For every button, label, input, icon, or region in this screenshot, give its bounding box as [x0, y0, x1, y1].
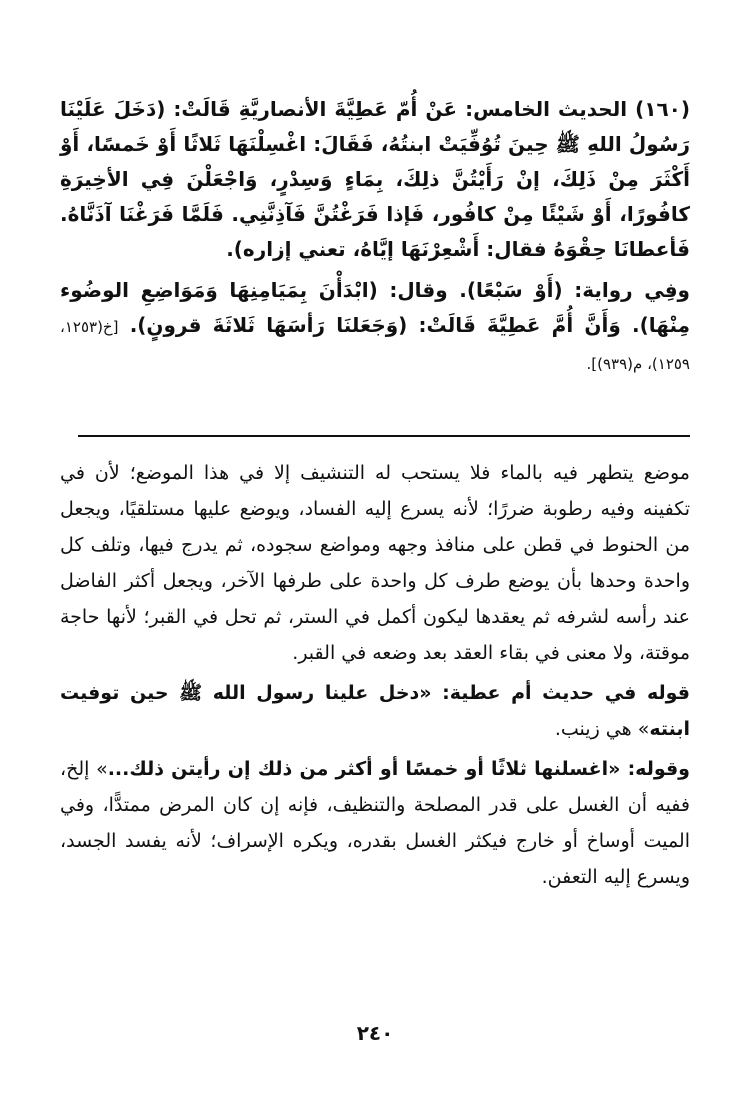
commentary-section — [60, 455, 690, 899]
commentary-2-tail: » هي زينب. — [554, 718, 650, 740]
commentary-3-tail: » إلخ، ففيه أن الغسل على قدر المصلحة والتنظيف، فإنه إن كان المرض ممتدًّا، وفي الميت أوساخ أو خارج فيكثر الغسل بقدره، ويكره الإسراف؛ لأنه يفسد الجسد، ويسرع إليه التعفن. — [60, 758, 690, 888]
footnote-divider — [78, 435, 690, 437]
commentary-paragraph-3 — [60, 751, 690, 895]
commentary-3-lead: وقوله: « — [608, 758, 690, 780]
hadith-reference: [خ(١٢٥٣، ١٢٥٩)، م(٩٣٩)]. — [60, 318, 690, 373]
commentary-2-lead: قوله في حديث أم عطية: « — [419, 682, 690, 704]
commentary-2-quote: دخل علينا رسول الله ﷺ حين توفيت ابنته — [60, 682, 690, 740]
commentary-paragraph-1: موضع يتطهر فيه بالماء فلا يستحب له التنشيف إلا في هذا الموضع؛ لأن في تكفينه وفيه رطوبة ضررًا؛ لأنه يسرع إليه الفساد، ويوضع عليها مستلقيًا، ويجعل من الحنوط في قطن على منافذ وجهه ومواضع سجوده، ثم يدرج فيها، وتلف كل واحدة وحدها بأن يوضع طرف كل واحدة على طرفها الآخر، ويجعل أكثر الفاضل عند رأسه لشرفه ثم يعقدها ليكون أكمل في الستر، ثم تحل في القبر؛ لأنها حاجة موقتة، ولا معنى في بقاء العقد بعد وضعه في القبر. — [60, 462, 690, 664]
commentary-3-quote: اغسلنها ثلاثًا أو خمسًا أو أكثر من ذلك إن رأيتن ذلك... — [107, 758, 609, 780]
page-number: ٢٤٠ — [356, 1021, 394, 1045]
hadith-riwaya — [60, 273, 690, 382]
commentary-paragraph-2 — [60, 675, 690, 747]
riwaya-text: وفِي رواية: (أَوْ سَبْعًا). وقال: (ابْدَأْنَ بِمَيَامِنِهَا وَمَوَاضِعِ الوضُوء مِنْهَا). وَأَنَّ أُمَّ عَطِيَّةَ قَالَتْ: (وَجَعَلنَا رَأسَهَا ثَلاثَةَ قرونٍ). — [60, 278, 690, 337]
book-page — [60, 92, 690, 1045]
hadith-section — [60, 92, 690, 382]
hadith-text: (١٦٠) الحديث الخامس: عَنْ أُمّ عَطِيَّةَ الأنصاريَّةِ قَالَتْ: (دَخَلَ عَلَيْنَا رَسُولُ اللهِ ﷺ حِينَ تُوُفِّيَتْ ابنتُهُ، فَقَالَ: اغْسِلْنَهَا ثَلاثًا أَوْ خَمسًا، أَوْ أَكْثَرَ مِنْ ذَلِكَ، إنْ رَأَيْتُنَّ ذلِكَ، بِمَاءٍ وَسِدْرٍ، وَاجْعَلْنَ فِي الأخِيرَةِ كافُورًا، أَوْ شَيْئًا مِنْ كافُور، فَإذا فَرَغْتُنَّ فَآذِنَّنِي. فَلَمَّا فَرَغْنَا آذَنَّاهُ. فَأعطانَا حِقْوَهُ فقال: أَشْعِرْنَهَا إيَّاهُ، تعني إزاره). — [60, 97, 690, 261]
